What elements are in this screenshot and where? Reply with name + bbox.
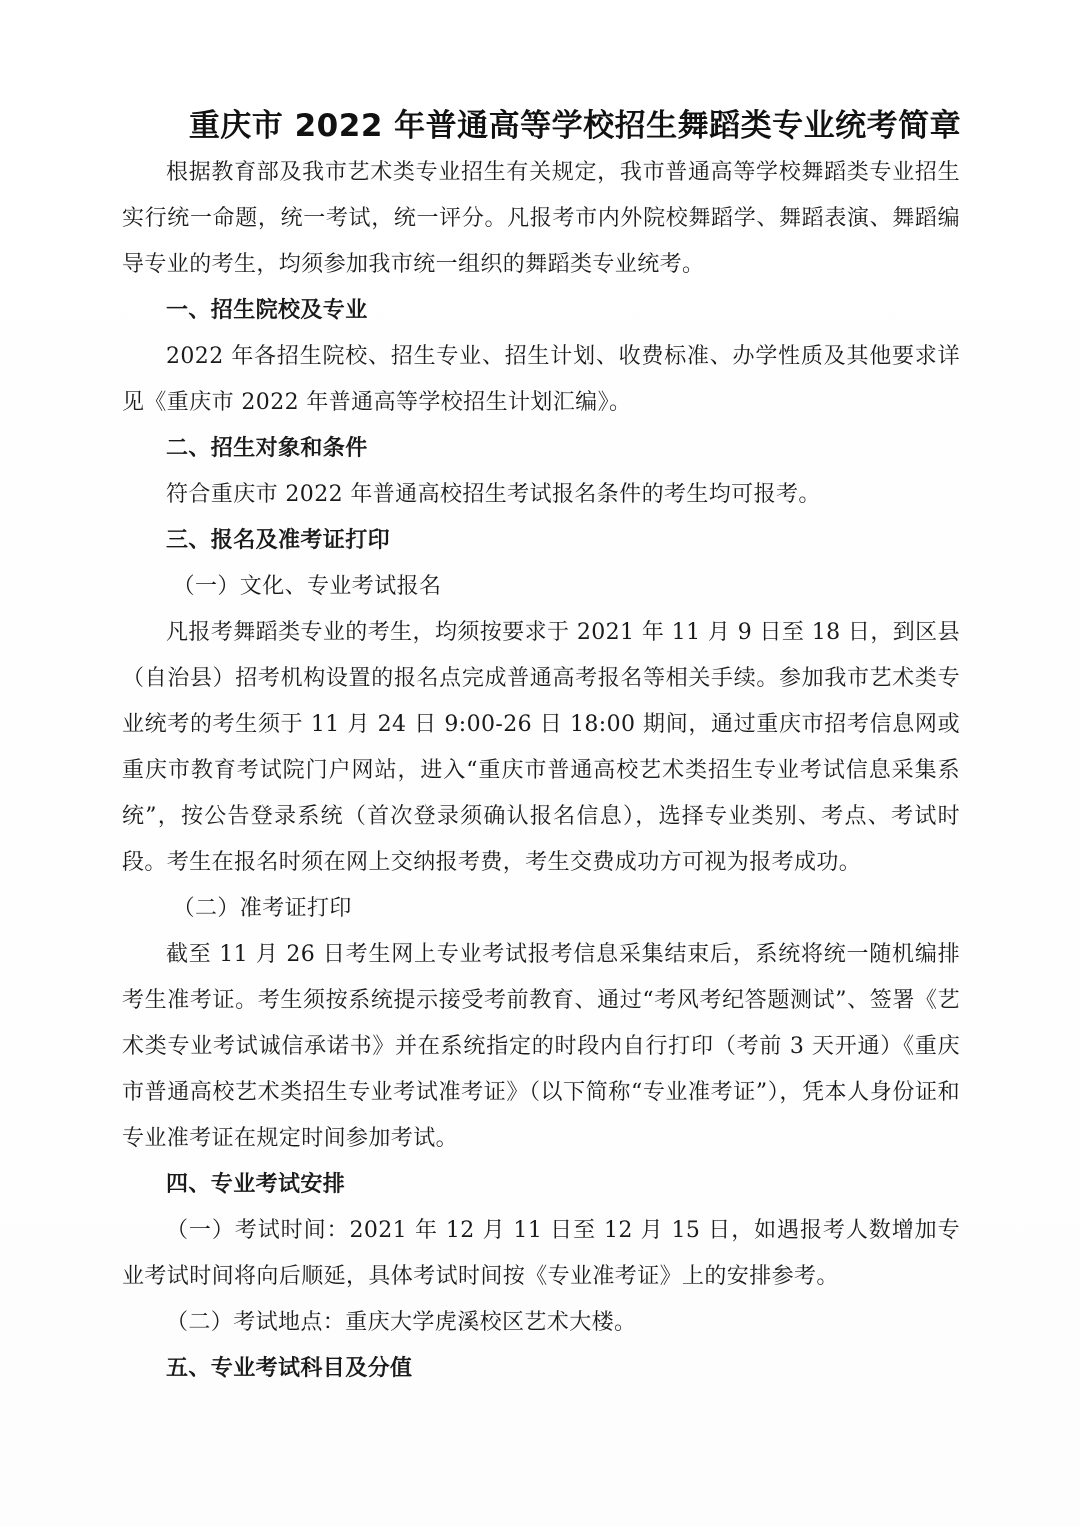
section-4-paragraph-1: （一）考试时间：2021 年 12 月 11 日至 12 月 15 日，如遇报考人数增加专业考试时间将向后顺延，具体考试时间按《专业准考证》上的安排参考。 <box>122 1218 960 1289</box>
section-heading-2: 二、招生对象和条件 <box>166 436 368 461</box>
section-4-paragraph-2: （二）考试地点：重庆大学虎溪校区艺术大楼。 <box>166 1310 637 1335</box>
subsection-heading-3-1: （一）文化、专业考试报名 <box>172 574 442 599</box>
section-2-paragraph: 符合重庆市 2022 年普通高校招生考试报名条件的考生均可报考。 <box>166 482 821 507</box>
subsection-heading-3-2: （二）准考证打印 <box>172 896 352 921</box>
document-title: 重庆市 2022 年普通高等学校招生舞蹈类专业统考简章 <box>188 108 962 144</box>
section-heading-5: 五、专业考试科目及分值 <box>166 1356 413 1381</box>
document-body <box>122 150 960 1392</box>
section-heading-4: 四、专业考试安排 <box>166 1172 346 1197</box>
subsection-3-1-paragraph: 凡报考舞蹈类专业的考生，均须按要求于 2021 年 11 月 9 日至 18 日，到区县（自治县）招考机构设置的报名点完成普通高考报名等相关手续。参加我市艺术类专业统考的考生须于 11 月 24 日 9:00-26 日 18:00 期间，通过重庆市招考信息网或重庆市教育考试院门户网站，进入“重庆市普通高校艺术类招生专业考试信息采集系统”，按公告登录系统（首次登录须确认报名信息），选择专业类别、考点、考试时段。考生在报名时须在网上交纳报考费，考生交费成功方可视为报考成功。 <box>122 620 960 875</box>
section-heading-3: 三、报名及准考证打印 <box>166 528 391 553</box>
intro-paragraph: 根据教育部及我市艺术类专业招生有关规定，我市普通高等学校舞蹈类专业招生实行统一命题，统一考试，统一评分。凡报考市内外院校舞蹈学、舞蹈表演、舞蹈编导专业的考生，均须参加我市统一组织的舞蹈类专业统考。 <box>122 160 960 277</box>
subsection-3-2-paragraph: 截至 11 月 26 日考生网上专业考试报考信息采集结束后，系统将统一随机编排考生准考证。考生须按系统提示接受考前教育、通过“考风考纪答题测试”、签署《艺术类专业考试诚信承诺书》并在系统指定的时段内自行打印（考前 3 天开通）《重庆市普通高校艺术类招生专业考试准考证》（以下简称“专业准考证”），凭本人身份证和专业准考证在规定时间参加考试。 <box>122 942 960 1151</box>
section-1-paragraph: 2022 年各招生院校、招生专业、招生计划、收费标准、办学性质及其他要求详见《重庆市 2022 年普通高等学校招生计划汇编》。 <box>122 344 960 415</box>
section-heading-1: 一、招生院校及专业 <box>166 298 368 323</box>
